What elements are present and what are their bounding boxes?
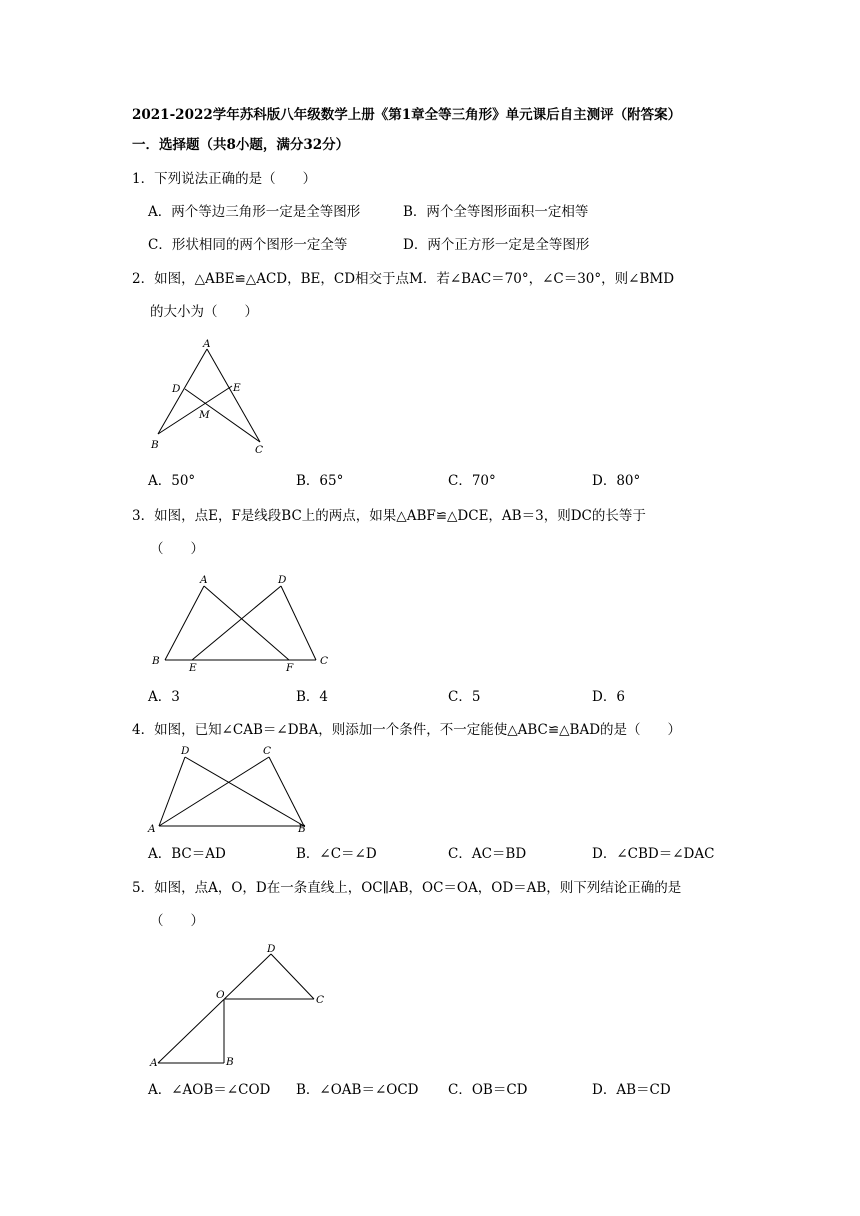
q4-option-c: C．AC＝BD: [448, 846, 527, 862]
q3-side-dc: [281, 586, 316, 660]
q1-option-b: B．两个全等图形面积一定相等: [403, 204, 589, 220]
q3-side-af: [204, 586, 289, 660]
q2-option-d: D．80°: [592, 473, 641, 489]
q2-figure: [145, 335, 275, 460]
q3-option-c: C．5: [448, 689, 481, 705]
q3-side-ab: [165, 586, 204, 660]
doc-title: 2021-2022学年苏科版八年级数学上册《第1章全等三角形》单元课后自主测评（附答案）: [132, 107, 682, 123]
q3-label-b: B: [152, 655, 160, 667]
q2-label-b: B: [151, 439, 159, 451]
q2-stem-line2: 的大小为（ ）: [150, 304, 258, 320]
q5-label-c: C: [316, 994, 325, 1006]
q4-option-d: D．∠CBD＝∠DAC: [592, 846, 715, 862]
q4-side-ad: [159, 757, 185, 826]
q2-stem-line1: 2．如图，△ABE≌△ACD，BE，CD相交于点M．若∠BAC＝70°，∠C＝30°，则∠BMD: [132, 271, 675, 287]
q4-label-c: C: [263, 745, 272, 757]
q5-stem-line1: 5．如图，点A，O，D在一条直线上，OC∥AB，OC＝OA，OD＝AB，则下列结论正确的是: [132, 880, 682, 896]
q3-label-c: C: [320, 655, 329, 667]
q1-option-d: D．两个正方形一定是全等图形: [403, 237, 590, 253]
q1-option-a: A．两个等边三角形一定是全等图形: [148, 204, 361, 220]
q3-label-d: D: [278, 574, 287, 586]
q2-side-ac: [207, 349, 260, 442]
q2-option-b: B．65°: [296, 473, 344, 489]
q1-stem: 1．下列说法正确的是（ ）: [132, 171, 317, 187]
q5-option-d: D．AB＝CD: [592, 1082, 671, 1098]
q4-label-a: A: [148, 823, 156, 835]
section-heading: 一．选择题（共8小题，满分32分）: [132, 137, 350, 153]
q4-side-ca: [159, 757, 269, 826]
q5-segment-dc: [271, 954, 314, 999]
q5-option-c: C．OB＝CD: [448, 1082, 528, 1098]
q5-label-o: O: [216, 989, 225, 1001]
q4-option-b: B．∠C＝∠D: [296, 846, 377, 862]
q2-option-c: C．70°: [448, 473, 496, 489]
q5-option-b: B．∠OAB＝∠OCD: [296, 1082, 419, 1098]
q4-label-d: D: [181, 745, 190, 757]
q5-label-b: B: [226, 1056, 234, 1068]
q3-label-e: E: [189, 662, 197, 674]
q2-side-ab: [158, 349, 207, 434]
q2-label-d: D: [172, 383, 181, 395]
q3-option-b: B．4: [296, 689, 329, 705]
q3-stem-line1: 3．如图，点E，F是线段BC上的两点，如果△ABF≌△DCE，AB＝3，则DC的长等于: [132, 508, 646, 524]
q5-figure: [148, 942, 333, 1070]
q2-label-a: A: [203, 338, 211, 350]
q1-option-c: C．形状相同的两个图形一定全等: [148, 237, 348, 253]
q2-label-e: E: [233, 382, 241, 394]
q3-label-a: A: [200, 574, 208, 586]
q3-side-de: [192, 586, 281, 660]
q4-stem: 4．如图，已知∠CAB＝∠DBA，则添加一个条件，不一定能使△ABC≌△BAD的是（ ）: [132, 722, 682, 738]
q2-segment-be: [158, 386, 232, 434]
q3-stem-line2: （ ）: [150, 541, 204, 557]
q3-option-d: D．6: [592, 689, 625, 705]
q4-label-b: B: [298, 823, 306, 835]
q2-label-c: C: [255, 444, 264, 456]
q3-option-a: A．3: [148, 689, 180, 705]
q5-line-aod: [158, 954, 271, 1063]
q3-figure: [148, 572, 338, 677]
q2-label-m: M: [199, 409, 210, 421]
q4-figure: [145, 742, 320, 837]
q5-label-d: D: [267, 943, 276, 955]
q2-option-a: A．50°: [148, 473, 196, 489]
q5-label-a: A: [150, 1057, 158, 1069]
q5-stem-line2: （ ）: [150, 913, 204, 929]
q2-segment-cd: [185, 389, 260, 442]
q3-label-f: F: [286, 662, 294, 674]
q4-option-a: A．BC＝AD: [148, 846, 226, 862]
q5-option-a: A．∠AOB＝∠COD: [148, 1082, 271, 1098]
